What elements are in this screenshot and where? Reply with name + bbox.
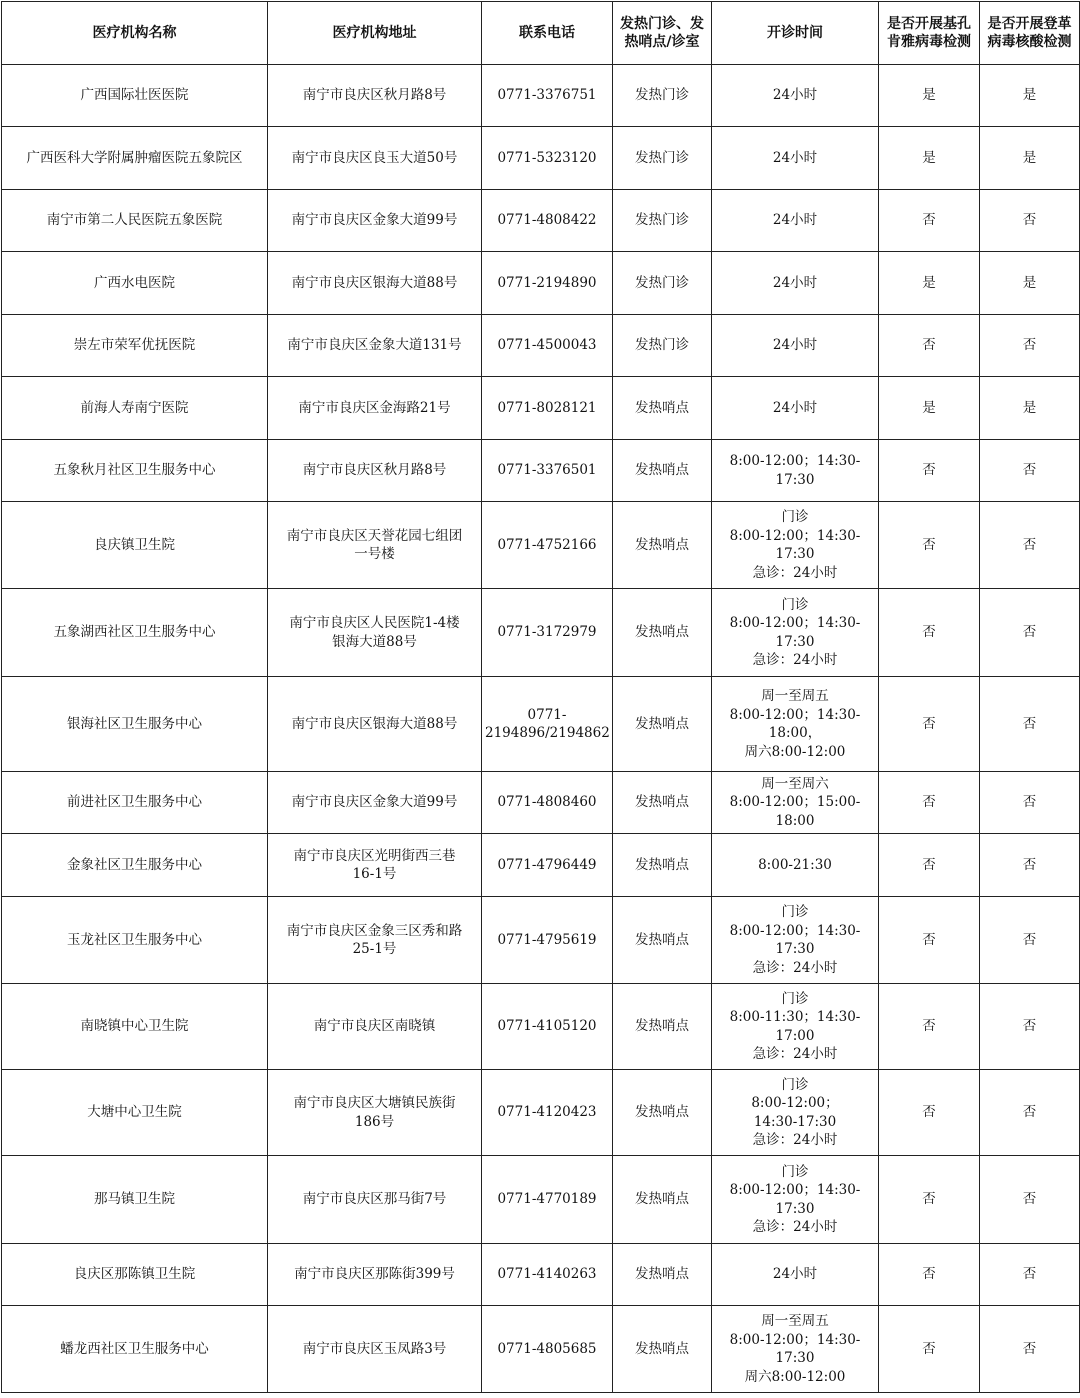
address-cell: 南宁市良庆区玉凤路3号 [268, 1306, 482, 1393]
institution-name-cell: 蟠龙西社区卫生服务中心 [2, 1306, 268, 1393]
phone-cell: 0771- 2194896/2194862 [482, 677, 613, 772]
dengue-test-cell: 是 [980, 377, 1080, 440]
opening-hours-cell: 门诊 8:00-12:00； 14:30-17:30 急诊：24小时 [712, 1070, 879, 1156]
table-row [2, 984, 1080, 1070]
address-cell: 南宁市良庆区良玉大道50号 [268, 127, 482, 190]
opening-hours-cell: 24小时 [712, 127, 879, 190]
dengue-test-cell: 否 [980, 1156, 1080, 1244]
chik-test-cell: 是 [879, 252, 980, 315]
clinic-type-cell: 发热门诊 [613, 127, 712, 190]
chik-test-cell: 否 [879, 589, 980, 677]
address-cell: 南宁市良庆区秋月路8号 [268, 65, 482, 127]
address-cell: 南宁市良庆区南晓镇 [268, 984, 482, 1070]
opening-hours-cell: 周一至周六 8:00-12:00；15:00- 18:00 [712, 772, 879, 834]
dengue-test-cell: 是 [980, 127, 1080, 190]
institution-name-cell: 玉龙社区卫生服务中心 [2, 897, 268, 984]
dengue-test-cell: 否 [980, 1070, 1080, 1156]
dengue-test-cell: 否 [980, 589, 1080, 677]
header-chik-test: 是否开展基孔 肯雅病毒检测 [879, 2, 980, 65]
chik-test-cell: 否 [879, 315, 980, 377]
address-cell: 南宁市良庆区光明街西三巷 16-1号 [268, 834, 482, 897]
institution-name-cell: 那马镇卫生院 [2, 1156, 268, 1244]
dengue-test-cell: 是 [980, 65, 1080, 127]
table-row [2, 1070, 1080, 1156]
chik-test-cell: 否 [879, 440, 980, 502]
chik-test-cell: 否 [879, 984, 980, 1070]
clinic-type-cell: 发热哨点 [613, 589, 712, 677]
institution-name-cell: 大塘中心卫生院 [2, 1070, 268, 1156]
institution-name-cell: 五象湖西社区卫生服务中心 [2, 589, 268, 677]
table-row [2, 315, 1080, 377]
opening-hours-cell: 8:00-21:30 [712, 834, 879, 897]
clinic-type-cell: 发热门诊 [613, 252, 712, 315]
address-cell: 南宁市良庆区金象三区秀和路 25-1号 [268, 897, 482, 984]
opening-hours-cell: 门诊 8:00-11:30；14:30- 17:00 急诊：24小时 [712, 984, 879, 1070]
clinic-type-cell: 发热哨点 [613, 897, 712, 984]
header-address: 医疗机构地址 [268, 2, 482, 65]
institution-name-cell: 前进社区卫生服务中心 [2, 772, 268, 834]
clinic-type-cell: 发热哨点 [613, 984, 712, 1070]
chik-test-cell: 否 [879, 1070, 980, 1156]
opening-hours-cell: 周一至周五 8:00-12:00；14:30- 18:00， 周六8:00-12:00 [712, 677, 879, 772]
dengue-test-cell: 否 [980, 834, 1080, 897]
clinic-type-cell: 发热哨点 [613, 834, 712, 897]
phone-cell: 0771-4140263 [482, 1244, 613, 1306]
institution-name-cell: 良庆区那陈镇卫生院 [2, 1244, 268, 1306]
address-cell: 南宁市良庆区那马街7号 [268, 1156, 482, 1244]
phone-cell: 0771-4796449 [482, 834, 613, 897]
chik-test-cell: 否 [879, 1306, 980, 1393]
institution-name-cell: 前海人寿南宁医院 [2, 377, 268, 440]
chik-test-cell: 是 [879, 127, 980, 190]
header-name: 医疗机构名称 [2, 2, 268, 65]
institution-name-cell: 银海社区卫生服务中心 [2, 677, 268, 772]
opening-hours-cell: 24小时 [712, 252, 879, 315]
clinic-type-cell: 发热哨点 [613, 1070, 712, 1156]
phone-cell: 0771-4795619 [482, 897, 613, 984]
dengue-test-cell: 否 [980, 440, 1080, 502]
opening-hours-cell: 24小时 [712, 377, 879, 440]
institution-name-cell: 五象秋月社区卫生服务中心 [2, 440, 268, 502]
table-row [2, 377, 1080, 440]
opening-hours-cell: 门诊 8:00-12:00；14:30- 17:30 急诊：24小时 [712, 897, 879, 984]
clinic-type-cell: 发热哨点 [613, 440, 712, 502]
phone-cell: 0771-3376751 [482, 65, 613, 127]
dengue-test-cell: 否 [980, 772, 1080, 834]
chik-test-cell: 否 [879, 1244, 980, 1306]
institution-name-cell: 南晓镇中心卫生院 [2, 984, 268, 1070]
table-row [2, 252, 1080, 315]
institution-name-cell: 广西医科大学附属肿瘤医院五象院区 [2, 127, 268, 190]
dengue-test-cell: 否 [980, 897, 1080, 984]
institution-name-cell: 南宁市第二人民医院五象医院 [2, 190, 268, 252]
clinic-type-cell: 发热门诊 [613, 190, 712, 252]
opening-hours-cell: 门诊 8:00-12:00；14:30- 17:30 急诊：24小时 [712, 589, 879, 677]
table-row [2, 190, 1080, 252]
dengue-test-cell: 是 [980, 252, 1080, 315]
opening-hours-cell: 24小时 [712, 190, 879, 252]
institution-name-cell: 金象社区卫生服务中心 [2, 834, 268, 897]
dengue-test-cell: 否 [980, 984, 1080, 1070]
clinic-type-cell: 发热哨点 [613, 772, 712, 834]
opening-hours-cell: 24小时 [712, 1244, 879, 1306]
header-type: 发热门诊、发 热哨点/诊室 [613, 2, 712, 65]
phone-cell: 0771-8028121 [482, 377, 613, 440]
header-phone: 联系电话 [482, 2, 613, 65]
clinic-type-cell: 发热哨点 [613, 1244, 712, 1306]
table-body [2, 65, 1080, 1393]
phone-cell: 0771-3376501 [482, 440, 613, 502]
table-row [2, 897, 1080, 984]
dengue-test-cell: 否 [980, 677, 1080, 772]
dengue-test-cell: 否 [980, 1244, 1080, 1306]
phone-cell: 0771-4808422 [482, 190, 613, 252]
institution-name-cell: 广西水电医院 [2, 252, 268, 315]
table-row [2, 834, 1080, 897]
opening-hours-cell: 24小时 [712, 65, 879, 127]
table-row [2, 65, 1080, 127]
opening-hours-cell: 门诊 8:00-12:00；14:30- 17:30 急诊：24小时 [712, 502, 879, 589]
clinic-type-cell: 发热门诊 [613, 315, 712, 377]
phone-cell: 0771-4808460 [482, 772, 613, 834]
fever-clinic-table [1, 1, 1080, 1393]
chik-test-cell: 否 [879, 502, 980, 589]
table-row [2, 1306, 1080, 1393]
institution-name-cell: 崇左市荣军优抚医院 [2, 315, 268, 377]
phone-cell: 0771-5323120 [482, 127, 613, 190]
header-dengue-test: 是否开展登革 病毒核酸检测 [980, 2, 1080, 65]
phone-cell: 0771-4500043 [482, 315, 613, 377]
address-cell: 南宁市良庆区人民医院1-4楼 银海大道88号 [268, 589, 482, 677]
chik-test-cell: 否 [879, 772, 980, 834]
phone-cell: 0771-4770189 [482, 1156, 613, 1244]
chik-test-cell: 否 [879, 834, 980, 897]
chik-test-cell: 是 [879, 65, 980, 127]
address-cell: 南宁市良庆区那陈街399号 [268, 1244, 482, 1306]
address-cell: 南宁市良庆区金象大道99号 [268, 772, 482, 834]
clinic-type-cell: 发热哨点 [613, 502, 712, 589]
address-cell: 南宁市良庆区金象大道131号 [268, 315, 482, 377]
dengue-test-cell: 否 [980, 502, 1080, 589]
phone-cell: 0771-2194890 [482, 252, 613, 315]
opening-hours-cell: 门诊 8:00-12:00；14:30- 17:30 急诊：24小时 [712, 1156, 879, 1244]
table-row [2, 772, 1080, 834]
phone-cell: 0771-4120423 [482, 1070, 613, 1156]
header-row [2, 2, 1080, 65]
clinic-type-cell: 发热哨点 [613, 1156, 712, 1244]
address-cell: 南宁市良庆区大塘镇民族街 186号 [268, 1070, 482, 1156]
phone-cell: 0771-3172979 [482, 589, 613, 677]
address-cell: 南宁市良庆区金海路21号 [268, 377, 482, 440]
dengue-test-cell: 否 [980, 190, 1080, 252]
table-row [2, 440, 1080, 502]
header-hours: 开诊时间 [712, 2, 879, 65]
chik-test-cell: 否 [879, 677, 980, 772]
institution-name-cell: 广西国际壮医医院 [2, 65, 268, 127]
address-cell: 南宁市良庆区银海大道88号 [268, 252, 482, 315]
phone-cell: 0771-4105120 [482, 984, 613, 1070]
clinic-type-cell: 发热哨点 [613, 677, 712, 772]
chik-test-cell: 否 [879, 897, 980, 984]
table-row [2, 677, 1080, 772]
table-row [2, 1156, 1080, 1244]
opening-hours-cell: 24小时 [712, 315, 879, 377]
phone-cell: 0771-4752166 [482, 502, 613, 589]
chik-test-cell: 否 [879, 190, 980, 252]
opening-hours-cell: 周一至周五 8:00-12:00；14:30- 17:30 周六8:00-12:00 [712, 1306, 879, 1393]
address-cell: 南宁市良庆区银海大道88号 [268, 677, 482, 772]
address-cell: 南宁市良庆区秋月路8号 [268, 440, 482, 502]
table-row [2, 502, 1080, 589]
table-row [2, 127, 1080, 190]
clinic-type-cell: 发热哨点 [613, 377, 712, 440]
clinic-type-cell: 发热哨点 [613, 1306, 712, 1393]
table-row [2, 1244, 1080, 1306]
clinic-type-cell: 发热门诊 [613, 65, 712, 127]
chik-test-cell: 否 [879, 1156, 980, 1244]
chik-test-cell: 是 [879, 377, 980, 440]
dengue-test-cell: 否 [980, 315, 1080, 377]
institution-name-cell: 良庆镇卫生院 [2, 502, 268, 589]
phone-cell: 0771-4805685 [482, 1306, 613, 1393]
dengue-test-cell: 否 [980, 1306, 1080, 1393]
table-row [2, 589, 1080, 677]
address-cell: 南宁市良庆区金象大道99号 [268, 190, 482, 252]
address-cell: 南宁市良庆区天誉花园七组团 一号楼 [268, 502, 482, 589]
opening-hours-cell: 8:00-12:00；14:30- 17:30 [712, 440, 879, 502]
